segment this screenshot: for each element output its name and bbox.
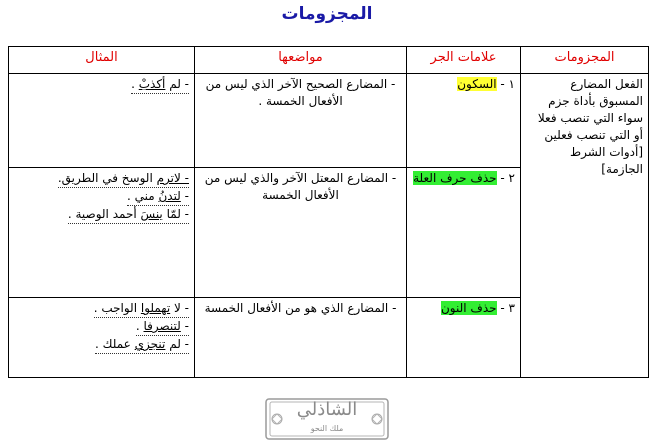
logo-sub-text: ملك النحو xyxy=(310,424,344,433)
mawadi-cell: - المضارع الذي هو من الأفعال الخمسة xyxy=(195,298,407,378)
table-row xyxy=(9,74,649,168)
mithal-cell xyxy=(9,298,195,378)
alama-cell xyxy=(407,298,521,378)
header-mithal: المثال xyxy=(9,47,195,74)
alama-cell xyxy=(407,74,521,168)
jazm-description: الفعل المضارع المسبوق بأداة جزم سواء التي تنصب فعلا أو التي تنصب فعلين [أدوات الشرط الجازمة] xyxy=(521,74,649,378)
mithal-cell xyxy=(9,74,195,168)
example-line: - لتدنُ مني . xyxy=(127,188,189,206)
example-line: - لم تنجزي عملك . xyxy=(95,336,189,354)
example-line: - لتنصرفا . xyxy=(136,318,189,336)
shazly-logo xyxy=(264,397,390,441)
row-number: ٣ - xyxy=(500,301,515,315)
alama-cell xyxy=(407,168,521,298)
example-line: - لمّا ينسَ أحمد الوصية . xyxy=(68,206,189,224)
alama-label: حذف النون xyxy=(440,301,497,315)
example-line: - لا تهملوا الواجب . xyxy=(94,300,189,318)
header-mawadi: مواضعها xyxy=(195,47,407,74)
alama-label: السكون xyxy=(457,77,497,91)
header-row xyxy=(9,47,649,74)
row-number: ٢ - xyxy=(500,171,515,185)
jazm-table xyxy=(8,46,649,378)
mawadi-cell: - المضارع المعتل الآخر والذي ليس من الأفعال الخمسة xyxy=(195,168,407,298)
header-alama: علامات الجر xyxy=(407,47,521,74)
logo-main-text: الشاذلي xyxy=(296,399,358,420)
mawadi-cell: - المضارع الصحيح الآخر الذي ليس من الأفعال الخمسة . xyxy=(195,74,407,168)
example-line: - لم أكذبْ . xyxy=(131,76,189,94)
alama-label: حذف حرف العلة xyxy=(413,171,497,185)
example-line: - لاترم الوسخ في الطريق. xyxy=(58,170,189,188)
header-jazm: المجزومات xyxy=(521,47,649,74)
page-title: المجزومات xyxy=(281,4,373,24)
row-number: ١ - xyxy=(500,77,515,91)
mithal-cell xyxy=(9,168,195,298)
